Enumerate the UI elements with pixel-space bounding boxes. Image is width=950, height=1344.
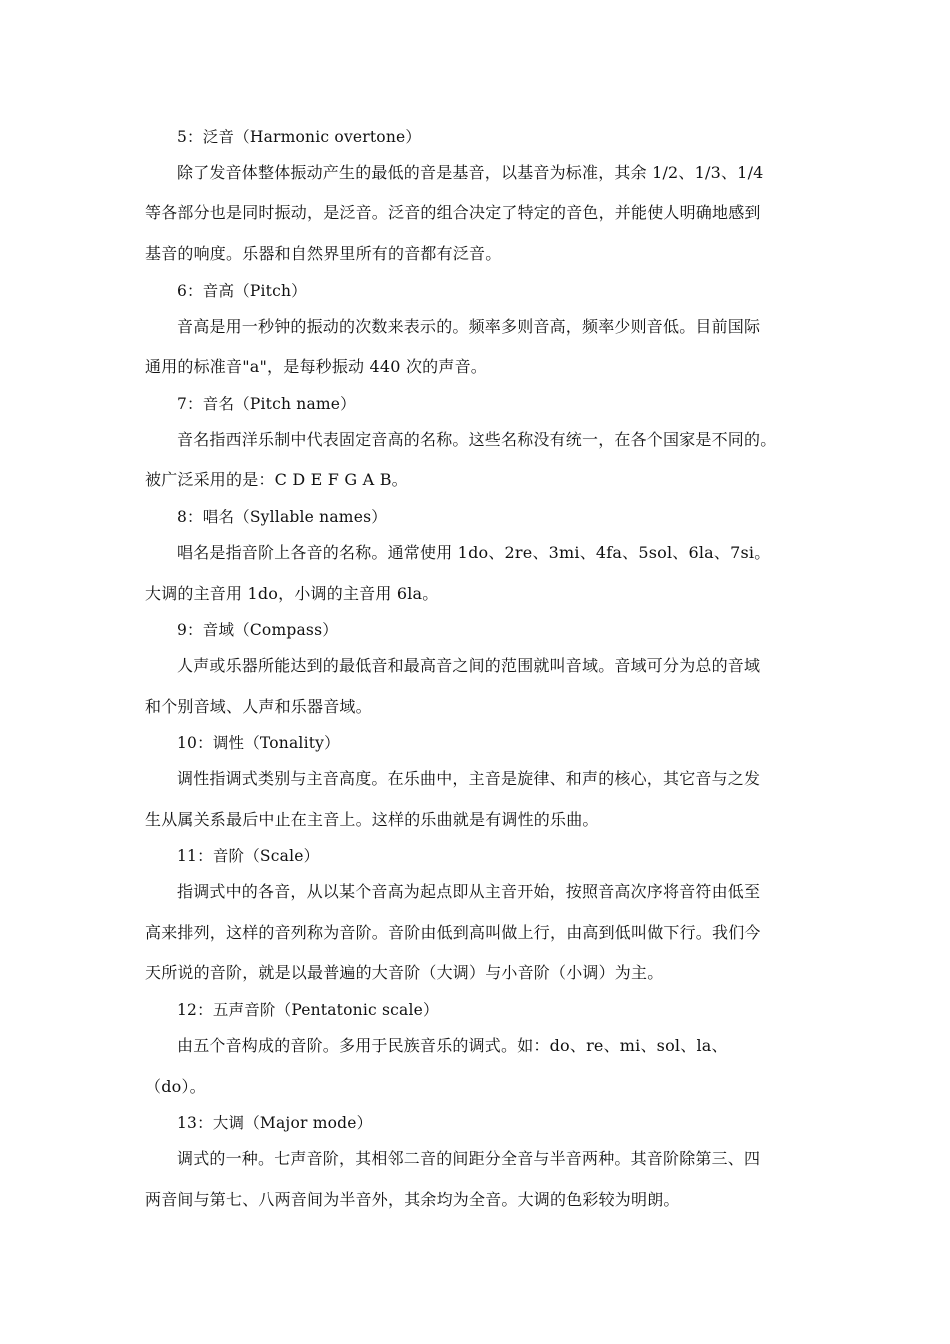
section-heading: 11：音阶（Scale） xyxy=(177,847,320,865)
paragraph-line: 天所说的音阶，就是以最普遍的大音阶（大调）与小音阶（小调）为主。 xyxy=(145,963,664,982)
paragraph-line: 被广泛采用的是：C D E F G A B。 xyxy=(145,470,408,489)
section-heading: 13：大调（Major mode） xyxy=(177,1114,373,1132)
paragraph-line: 基音的响度。乐器和自然界里所有的音都有泛音。 xyxy=(145,244,502,263)
paragraph-line: 唱名是指音阶上各音的名称。通常使用 1do、2re、3mi、4fa、5sol、6la、7si。 xyxy=(177,543,771,562)
paragraph-line: 指调式中的各音，从以某个音高为起点即从主音开始，按照音高次序将音符由低至 xyxy=(177,882,761,901)
section-heading: 8：唱名（Syllable names） xyxy=(177,508,387,526)
paragraph-line: 高来排列，这样的音列称为音阶。音阶由低到高叫做上行，由高到低叫做下行。我们今 xyxy=(145,923,761,942)
paragraph-line: 等各部分也是同时振动，是泛音。泛音的组合决定了特定的音色，并能使人明确地感到 xyxy=(145,203,761,222)
paragraph-line: 调式的一种。七声音阶，其相邻二音的间距分全音与半音两种。其音阶除第三、四 xyxy=(177,1149,761,1168)
paragraph-line: 两音间与第七、八两音间为半音外，其余均为全音。大调的色彩较为明朗。 xyxy=(145,1190,680,1209)
section-heading: 7：音名（Pitch name） xyxy=(177,395,356,413)
paragraph-line: 大调的主音用 1do，小调的主音用 6la。 xyxy=(145,584,439,603)
section-heading: 6：音高（Pitch） xyxy=(177,282,307,300)
paragraph-line: 通用的标准音"a"，是每秒振动 440 次的声音。 xyxy=(145,357,487,376)
section-heading: 12：五声音阶（Pentatonic scale） xyxy=(177,1001,439,1019)
paragraph-line: 生从属关系最后中止在主音上。这样的乐曲就是有调性的乐曲。 xyxy=(145,810,599,829)
paragraph-line: 音高是用一秒钟的振动的次数来表示的。频率多则音高，频率少则音低。目前国际 xyxy=(177,317,761,336)
paragraph-line: 调性指调式类别与主音高度。在乐曲中，主音是旋律、和声的核心，其它音与之发 xyxy=(177,769,761,788)
section-heading: 9：音域（Compass） xyxy=(177,621,338,639)
paragraph-line: 人声或乐器所能达到的最低音和最高音之间的范围就叫音域。音域可分为总的音域 xyxy=(177,656,761,675)
paragraph-line: 由五个音构成的音阶。多用于民族音乐的调式。如：do、re、mi、sol、la、 xyxy=(177,1036,728,1055)
section-heading: 5：泛音（Harmonic overtone） xyxy=(177,128,422,146)
section-heading: 10：调性（Tonality） xyxy=(177,734,340,752)
paragraph-line: 和个别音域、人声和乐器音域。 xyxy=(145,697,372,716)
paragraph-line: （do）。 xyxy=(145,1077,206,1096)
paragraph-line: 音名指西洋乐制中代表固定音高的名称。这些名称没有统一，在各个国家是不同的。 xyxy=(177,430,777,449)
paragraph-line: 除了发音体整体振动产生的最低的音是基音，以基音为标准，其余 1/2、1/3、1/4 xyxy=(177,163,764,182)
